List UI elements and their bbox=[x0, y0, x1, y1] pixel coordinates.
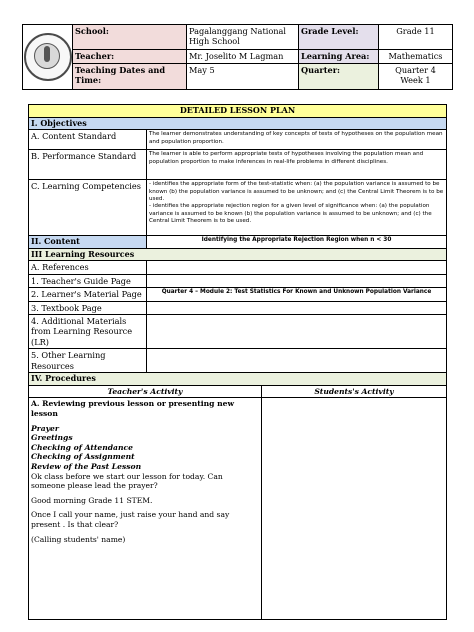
student-activity-heading: Students's Activity bbox=[262, 385, 447, 398]
procedure-line: (Calling students' name) bbox=[31, 534, 126, 544]
teachers-guide-label: 1. Teacher's Guide Page bbox=[29, 274, 147, 287]
school-label: School: bbox=[73, 25, 187, 50]
learners-material-label: 2. Learner's Material Page bbox=[29, 288, 147, 301]
school-value: Pagalanggang National High School bbox=[187, 25, 299, 50]
textbook-label: 3. Textbook Page bbox=[29, 301, 147, 314]
teacher-value: Mr. Joselito M Lagman bbox=[187, 49, 299, 63]
references-label: A. References bbox=[29, 261, 147, 274]
competency-2: - identifies the appropriate rejection region for a given level of significance when: (a) the population variance is assumed to be known (b) the population variance is assumed to be unknown; and (c) the Central Limit Theorem is to be used. bbox=[149, 203, 432, 225]
area-value: Mathematics bbox=[379, 49, 453, 63]
area-label: Learning Area: bbox=[299, 49, 379, 63]
dates-value: May 5 bbox=[187, 63, 299, 89]
procedure-item: Review of the Past Lesson bbox=[31, 461, 142, 471]
procedure-line: Good morning Grade 11 STEM. bbox=[31, 495, 153, 505]
teacher-activity-cell bbox=[29, 398, 262, 620]
procedures-heading: IV. Procedures bbox=[29, 373, 447, 386]
teachers-guide-value bbox=[147, 274, 447, 287]
header-table bbox=[22, 24, 453, 90]
procedure-item: Greetings bbox=[31, 433, 73, 443]
teacher-label: Teacher: bbox=[73, 49, 187, 63]
quarter-number: Quarter 4 bbox=[395, 64, 436, 75]
procedure-item: Checking of Assignment bbox=[31, 452, 135, 462]
plan-title: DETAILED LESSON PLAN bbox=[29, 105, 447, 118]
content-heading: II. Content bbox=[29, 236, 147, 249]
additional-materials-label: 4. Additional Materials from Learning Resource (LR) bbox=[29, 315, 147, 349]
procedure-heading: A. Reviewing previous lesson or presenting new lesson bbox=[31, 399, 235, 418]
performance-standard-label: B. Performance Standard bbox=[29, 150, 147, 180]
competencies-text bbox=[147, 180, 447, 236]
textbook-value bbox=[147, 301, 447, 314]
quarter-value bbox=[379, 63, 453, 89]
teacher-activity-heading: Teacher's Activity bbox=[29, 385, 262, 398]
references-value bbox=[147, 261, 447, 274]
content-standard-text: The learner demonstrates understanding of key concepts of tests of hypotheses on the population mean and population proportion. bbox=[147, 130, 447, 150]
grade-label: Grade Level: bbox=[299, 25, 379, 50]
additional-materials-value bbox=[147, 315, 447, 349]
grade-value: Grade 11 bbox=[379, 25, 453, 50]
other-resources-label: 5. Other Learning Resources bbox=[29, 349, 147, 373]
procedure-line: Ok class before we start our lesson for today. Can someone please lead the prayer? bbox=[31, 471, 223, 491]
content-standard-label: A. Content Standard bbox=[29, 130, 147, 150]
content-value: Identifying the Appropriate Rejection Region when n < 30 bbox=[147, 236, 447, 249]
dates-label: Teaching Dates and Time: bbox=[73, 63, 187, 89]
competency-1: - identifies the appropriate form of the test-statistic when: (a) the population variance is assumed to be known (b) the population variance is assumed to be unknown; and (c) the Central Limit Theorem is to be used. bbox=[149, 181, 444, 202]
objectives-heading: I. Objectives bbox=[29, 117, 447, 130]
procedure-line: Once I call your name, just raise your hand and say present . Is that clear? bbox=[31, 510, 230, 529]
week-number: Week 1 bbox=[400, 74, 431, 85]
deped-seal-icon bbox=[23, 25, 73, 90]
learners-material-value: Quarter 4 – Module 2: Test Statistics For Known and Unknown Population Variance bbox=[147, 288, 447, 301]
competencies-label: C. Learning Competencies bbox=[29, 180, 147, 236]
procedure-item: Checking of Attendance bbox=[31, 442, 133, 452]
quarter-label: Quarter: bbox=[299, 63, 379, 89]
student-activity-cell bbox=[262, 398, 447, 620]
other-resources-value bbox=[147, 349, 447, 373]
procedure-item: Prayer bbox=[31, 423, 59, 433]
lesson-plan-table bbox=[28, 104, 447, 620]
resources-heading: III Learning Resources bbox=[29, 248, 447, 261]
performance-standard-text: The learner is able to perform appropriate tests of hypotheses involving the population mean and population proportion to make inferences in real-life problems in different disciplines. bbox=[147, 150, 447, 180]
